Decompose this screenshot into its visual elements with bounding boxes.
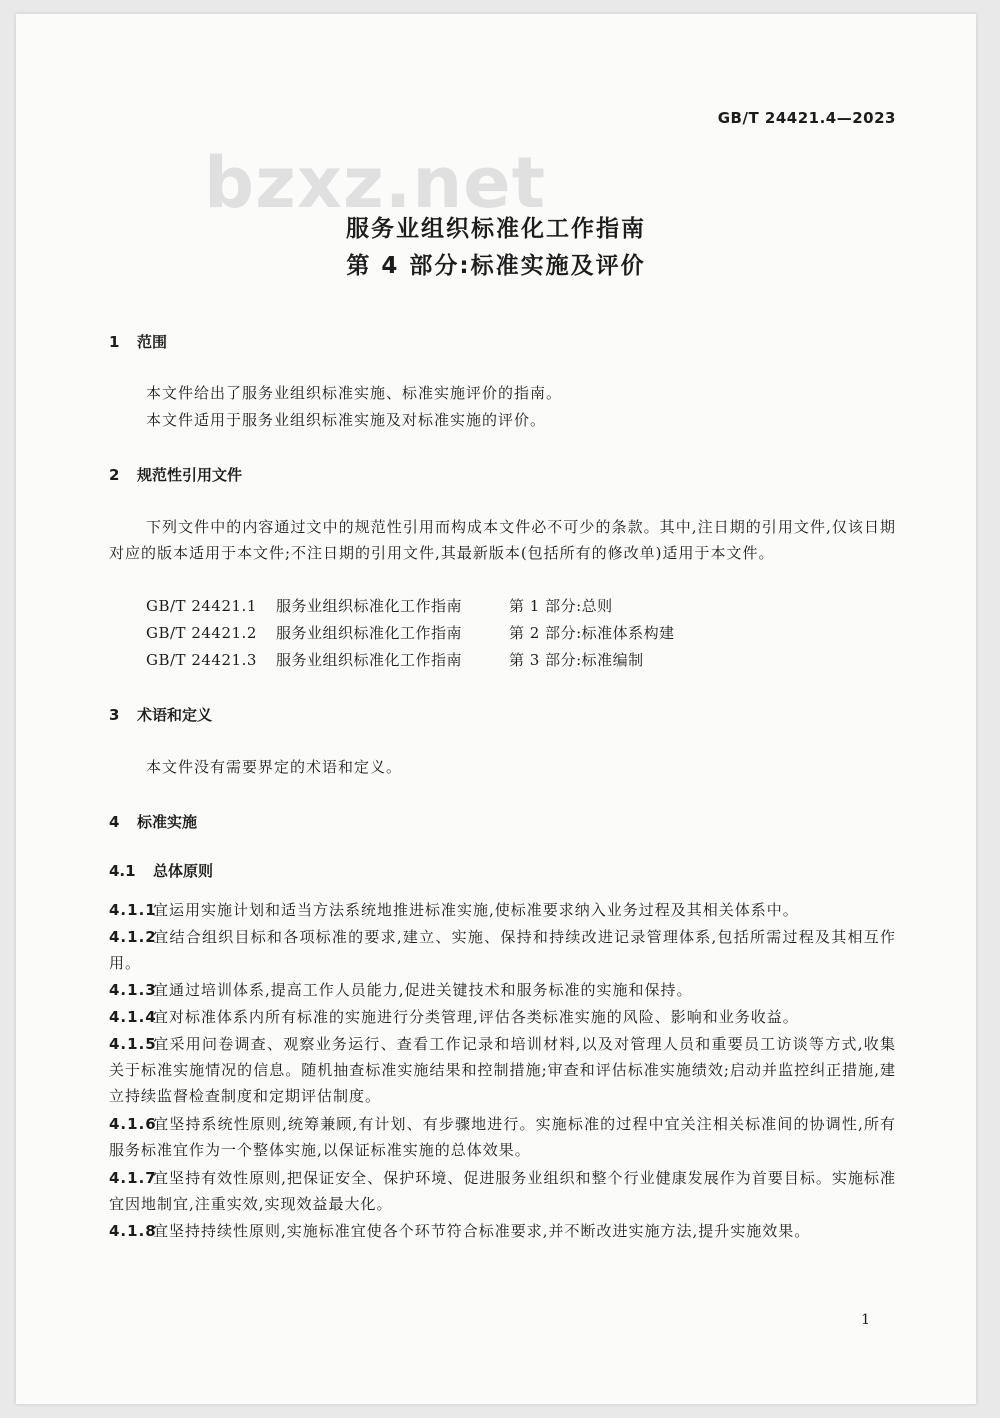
reference-code: GB/T 24421.3 bbox=[146, 651, 257, 669]
section-2-heading bbox=[109, 464, 242, 485]
section-number: 2 bbox=[109, 466, 120, 484]
clause-number: 4.1.5 bbox=[109, 1035, 157, 1053]
page-number: 1 bbox=[861, 1312, 870, 1328]
section-title: 规范性引用文件 bbox=[137, 466, 243, 484]
clause-text: 宜坚持持续性原则,实施标准宜使各个环节符合标准要求,并不断改进实施方法,提升实施效果。 bbox=[153, 1222, 811, 1240]
document-page bbox=[16, 14, 976, 1404]
clause-number: 4.1.7 bbox=[109, 1169, 157, 1187]
clause-number: 4.1.2 bbox=[109, 928, 157, 946]
clause bbox=[109, 1218, 896, 1244]
clause-number: 4.1.3 bbox=[109, 981, 157, 999]
reference-name: 服务业组织标准化工作指南 bbox=[276, 597, 463, 615]
clause-text: 宜结合组织目标和各项标准的要求,建立、实施、保持和持续改进记录管理体系,包括所需过程及其相互作用。 bbox=[109, 928, 896, 972]
reference-code: GB/T 24421.2 bbox=[146, 624, 257, 642]
clause-text: 宜坚持有效性原则,把保证安全、保护环境、促进服务业组织和整个行业健康发展作为首要目标。实施标准宜因地制宜,注重实效,实现效益最大化。 bbox=[109, 1169, 896, 1213]
section-4-heading bbox=[109, 811, 197, 832]
paragraph: 本文件没有需要界定的术语和定义。 bbox=[146, 758, 403, 776]
section-number: 4 bbox=[109, 813, 120, 831]
clause-number: 4.1.4 bbox=[109, 1008, 157, 1026]
reference-item bbox=[146, 649, 644, 670]
paragraph: 本文件给出了服务业组织标准实施、标准实施评价的指南。 bbox=[146, 384, 563, 402]
reference-item bbox=[146, 595, 613, 616]
reference-code: GB/T 24421.1 bbox=[146, 597, 257, 615]
clause bbox=[109, 897, 896, 923]
reference-part: 第 2 部分:标准体系构建 bbox=[509, 624, 675, 642]
paragraph: 下列文件中的内容通过文中的规范性引用而构成本文件必不可少的条款。其中,注日期的引用文件,仅该日期对应的版本适用于本文件;不注日期的引用文件,其最新版本(包括所有的修改单)适用于本文件。 bbox=[109, 518, 896, 562]
reference-name: 服务业组织标准化工作指南 bbox=[276, 651, 463, 669]
reference-name: 服务业组织标准化工作指南 bbox=[276, 624, 463, 642]
clause bbox=[109, 1004, 896, 1030]
clause-text: 宜对标准体系内所有标准的实施进行分类管理,评估各类标准实施的风险、影响和业务收益。 bbox=[153, 1008, 799, 1026]
subsection-4-1-heading bbox=[109, 860, 213, 881]
clause-text: 宜通过培训体系,提高工作人员能力,促进关键技术和服务标准的实施和保持。 bbox=[153, 981, 693, 999]
reference-part: 第 3 部分:标准编制 bbox=[509, 651, 644, 669]
section-1-heading bbox=[109, 331, 167, 352]
clause-text: 宜采用问卷调查、观察业务运行、查看工作记录和培训材料,以及对管理人员和重要员工访谈等方式,收集关于标准实施情况的信息。随机抽查标准实施结果和控制措施;审查和评估标准实施绩效;启动并监控纠正措施,建立持续监督检查制度和定期评估制度。 bbox=[109, 1035, 896, 1105]
document-title-line2: 第 4 部分:标准实施及评价 bbox=[346, 253, 646, 279]
section-number: 1 bbox=[109, 333, 120, 351]
clause-number: 4.1.8 bbox=[109, 1222, 157, 1240]
clause-text: 宜坚持系统性原则,统筹兼顾,有计划、有步骤地进行。实施标准的过程中宜关注相关标准间的协调性,所有服务标准宜作为一个整体实施,以保证标准实施的总体效果。 bbox=[109, 1115, 896, 1159]
clause-number: 4.1.1 bbox=[109, 901, 157, 919]
section-number: 3 bbox=[109, 706, 120, 724]
clause-number: 4.1.6 bbox=[109, 1115, 157, 1133]
subsection-number: 4.1 bbox=[109, 862, 136, 880]
section-title: 范围 bbox=[137, 333, 168, 351]
section-3-heading bbox=[109, 704, 212, 725]
section-title: 标准实施 bbox=[137, 813, 198, 831]
watermark: bzxz.net bbox=[204, 142, 547, 224]
clause bbox=[109, 1165, 896, 1217]
clause bbox=[109, 1111, 896, 1163]
subsection-title: 总体原则 bbox=[153, 862, 214, 880]
reference-item bbox=[146, 622, 675, 643]
document-number: GB/T 24421.4—2023 bbox=[717, 109, 896, 127]
document-title-line1: 服务业组织标准化工作指南 bbox=[346, 216, 646, 242]
clause bbox=[109, 1031, 896, 1109]
paragraph: 本文件适用于服务业组织标准实施及对标准实施的评价。 bbox=[146, 411, 547, 429]
clause bbox=[109, 924, 896, 976]
clause bbox=[109, 977, 896, 1003]
reference-part: 第 1 部分:总则 bbox=[509, 597, 613, 615]
clause-text: 宜运用实施计划和适当方法系统地推进标准实施,使标准要求纳入业务过程及其相关体系中。 bbox=[153, 901, 799, 919]
section-title: 术语和定义 bbox=[137, 706, 213, 724]
